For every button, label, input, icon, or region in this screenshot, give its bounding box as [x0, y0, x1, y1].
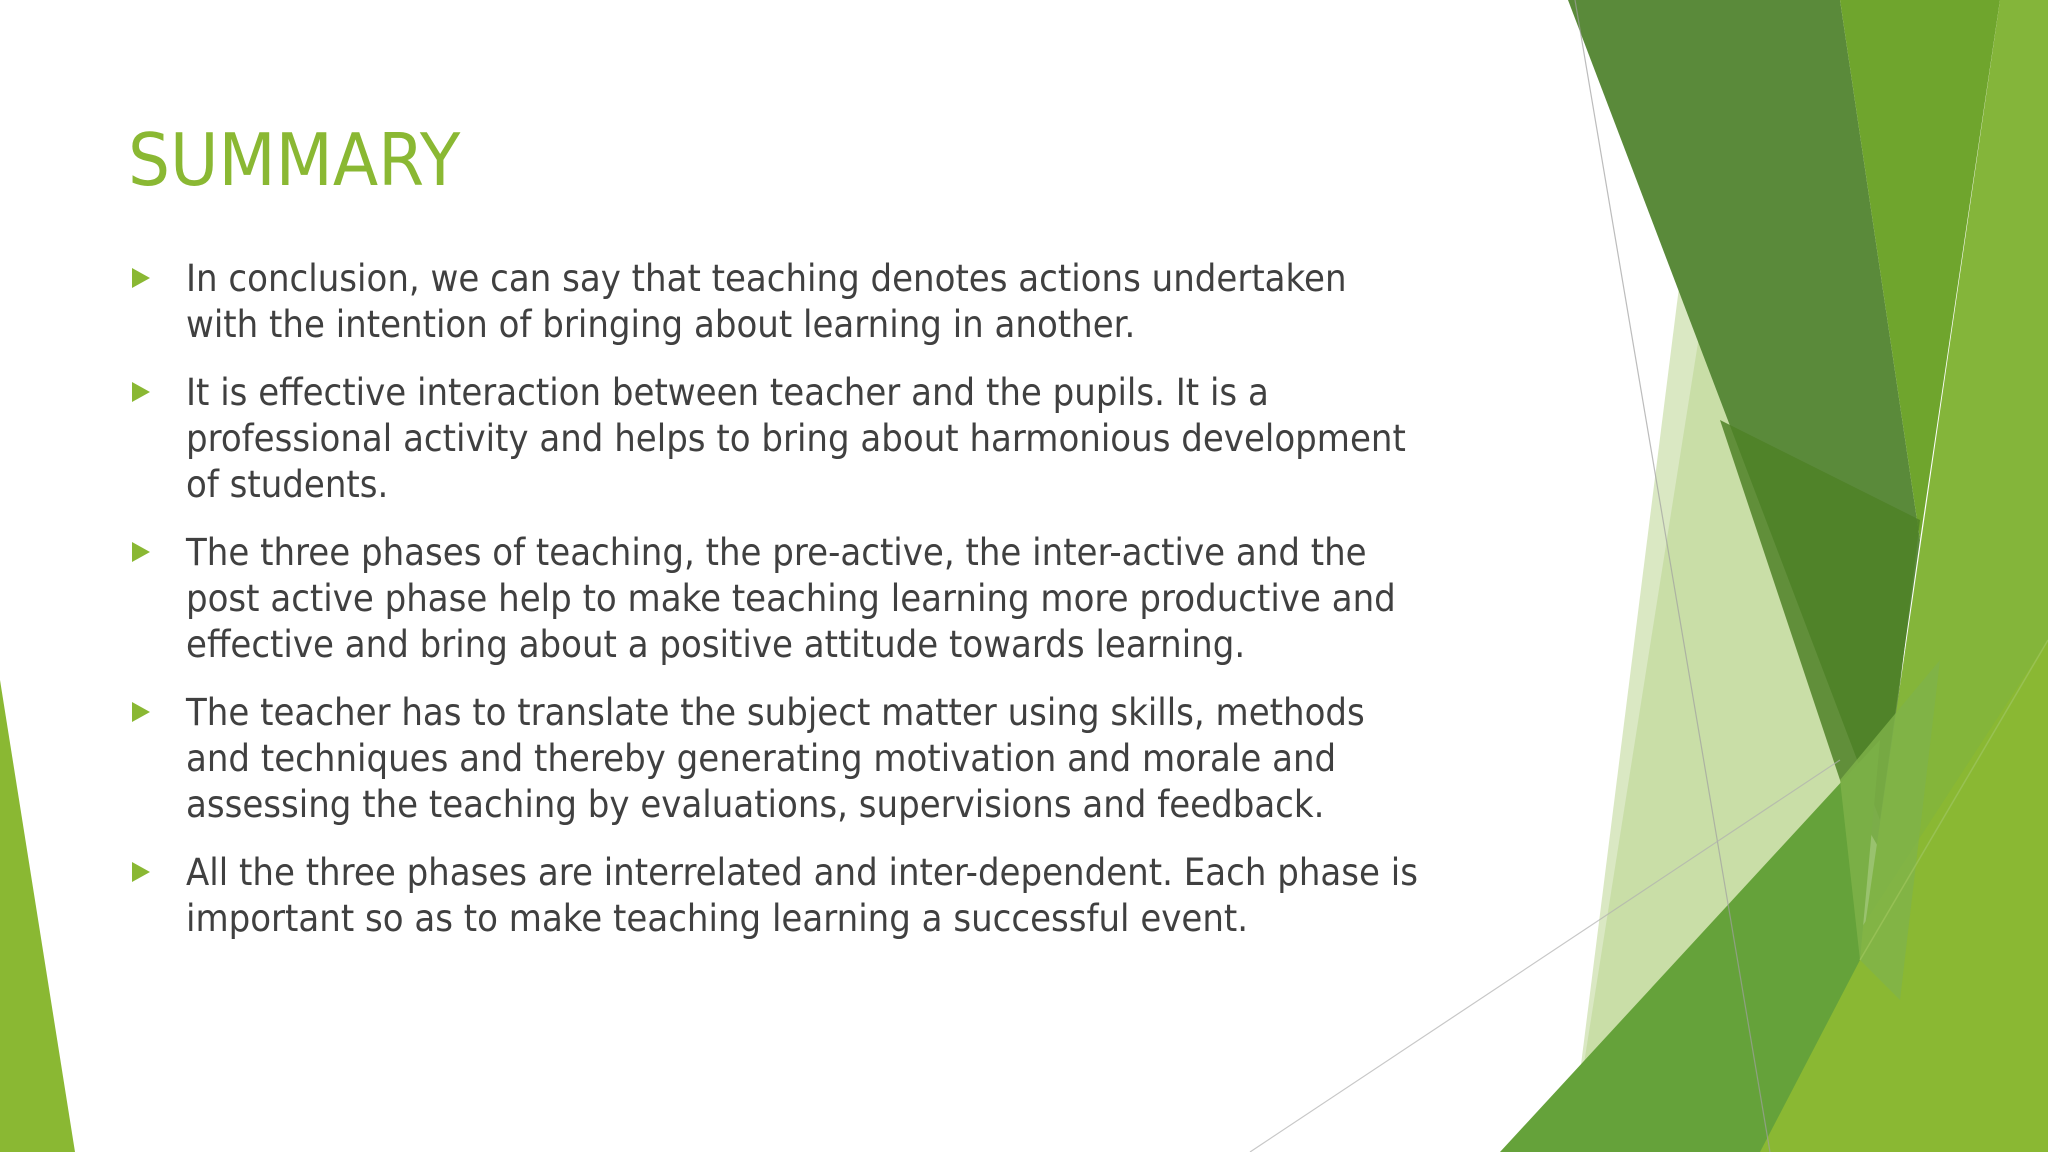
bullet-text: It is effective interaction between teacher and the pupils. It is a professional activity and helps to bring about harmonious development of students.	[186, 371, 1406, 506]
triangle-arrow-icon	[128, 256, 186, 290]
slide-title: SUMMARY	[128, 118, 461, 202]
bullet-list	[128, 256, 1528, 964]
bullet-text: All the three phases are interrelated and inter-dependent. Each phase is important so as to make teaching learning a successful event.	[186, 851, 1418, 940]
list-item	[128, 256, 1528, 348]
list-item	[128, 690, 1528, 828]
list-item	[128, 370, 1528, 508]
triangle-arrow-icon	[128, 530, 186, 564]
triangle-arrow-icon	[128, 850, 186, 884]
left-facet	[0, 680, 75, 1152]
bullet-text: The teacher has to translate the subject matter using skills, methods and techniques and thereby generating motivation and morale and assessing the teaching by evaluations, supervisions and feedback.	[186, 691, 1365, 826]
triangle-arrow-icon	[128, 690, 186, 724]
bullet-text: In conclusion, we can say that teaching denotes actions undertaken with the intention of bringing about learning in another.	[186, 257, 1347, 346]
list-item	[128, 850, 1528, 942]
list-item	[128, 530, 1528, 668]
bullet-text: The three phases of teaching, the pre-active, the inter-active and the post active phase help to make teaching learning more productive and effective and bring about a positive attitude towards learning.	[186, 531, 1396, 666]
triangle-arrow-icon	[128, 370, 186, 404]
